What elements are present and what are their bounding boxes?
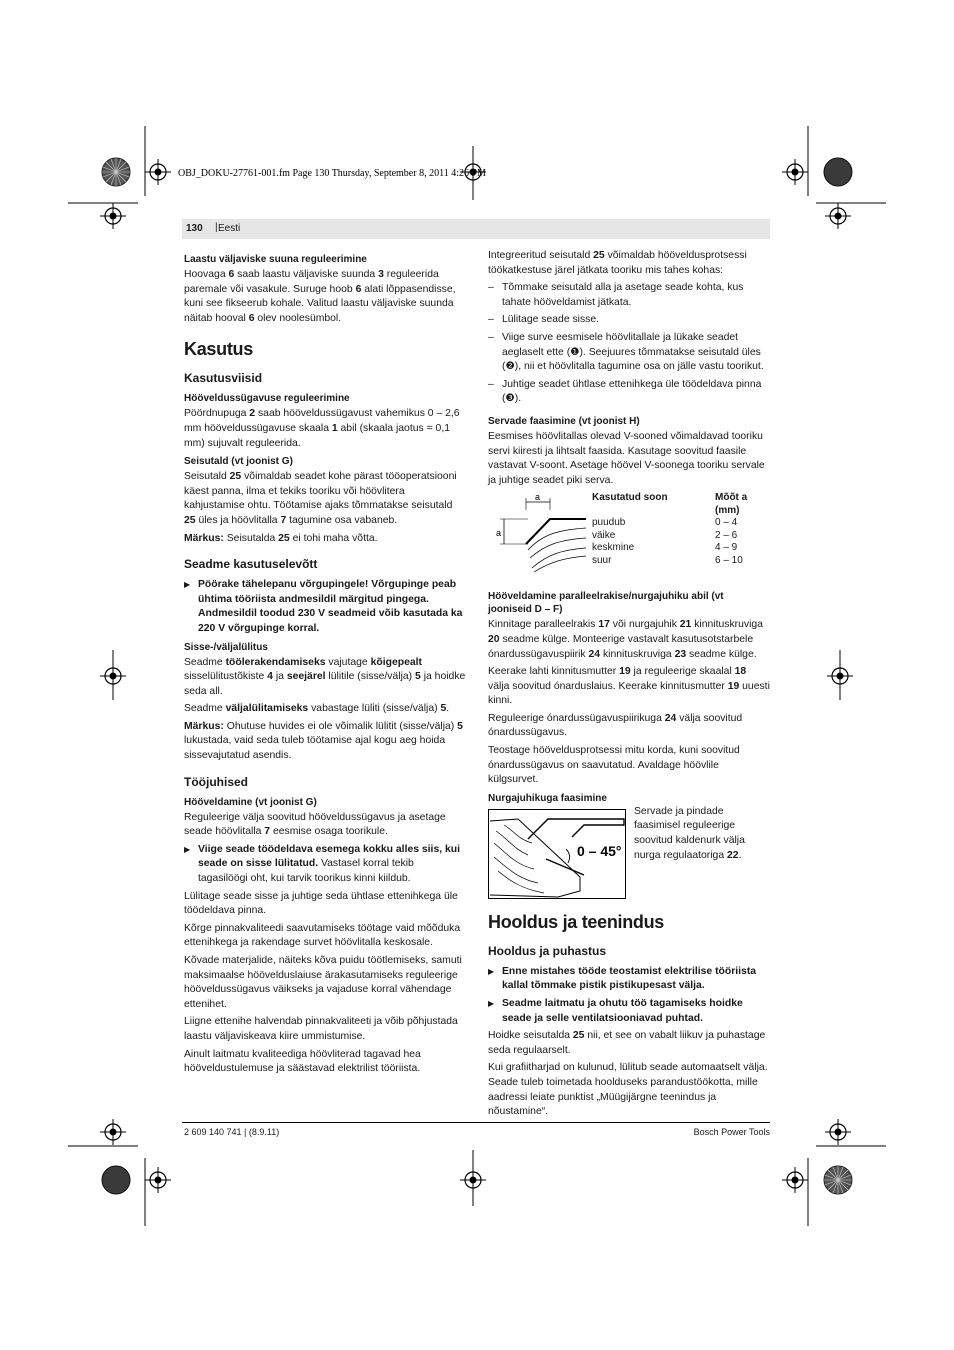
right-column	[488, 249, 770, 1123]
planing-para-5: Ainult laitmatu kvaliteediga höövliterad tagavad hea hööveldustulemuse ja säästavad elektrilist tööriista.	[184, 1048, 421, 1075]
note-1: Märkus: Seisutalda 25 ei tohi maha võtta.	[184, 532, 378, 544]
rebate-title: Hööveldamine paralleelrakise/nurgajuhiku abil (vt jooniseid D – F)	[488, 591, 724, 616]
page-header-bar	[182, 219, 770, 239]
switch-title: Sisse-/väljalülitus	[184, 641, 268, 653]
parking-shoe-intro: Integreeritud seisutald 25 võimaldab hööveldusprotsessi töökatkestuse järel jätkata tooriku mis tahes kohas:	[488, 250, 747, 276]
table-row: suur 6 – 10	[592, 554, 743, 566]
depth-adjust-text: Pöördnupuga 2 saab hööveldussügavust vahemikus 0 – 2,6 mm hööveldussügavuse skaala 1 abil (skaala jaotus = 0,1 mm) sujuvalt reguleerida.	[184, 408, 460, 449]
planing-para-3: Kõvade materjalide, näiteks kõva puidu töötlemiseks, samuti maksimaalse höövelduslaiuse ärakasutamiseks reguleerige hööveldussügavus väikseks ja vajaduse korral vähendage ettenihet.	[184, 955, 462, 1010]
section-heading-hooldus: Hooldus ja teenindus	[488, 911, 665, 932]
planing-para-4: Liigne ettenihe halvendab pinnakvaliteeti ja võib põhjustada laastu väljaviskeava kiire ummistumise.	[184, 1016, 458, 1042]
planing-para-1: Lülitage seade sisse ja juhtige seda ühtlase ettenihkega üle töödeldava pinna.	[184, 890, 458, 917]
subheading-working-advice: Tööjuhised	[184, 774, 248, 789]
rebate-text-4: Teostage hööveldusprotsessi mitu korda, kuni soovitud ónardussügavus on saavutatud. Avaldage höövlile külgsurvet.	[488, 745, 740, 786]
rebate-text-2: Keerake lahti kinnitusmutter 19 ja reguleerige skaalal 18 välja soovitud ónarduslaius. Keerake kinnitusmutter 19 uuesti kinni.	[488, 666, 770, 707]
header-language: Eesti	[218, 223, 241, 234]
table-row: väike 2 – 6	[592, 529, 738, 541]
dimension-label-a: a	[535, 492, 541, 503]
planing-text: Reguleerige välja soovitud hööveldussügavus ja asetage seade höövlitalla 7 eesmise osaga toorikule.	[184, 811, 446, 838]
angle-figure-block	[488, 805, 770, 901]
planing-para-2: Kõrge pinnakvaliteedi saavutamiseks töötage vaid mõõduka ettenihkega ja rakendage survet höövlitalla keskosale.	[184, 922, 461, 949]
rebate-text-3: Reguleerige ónardussügavuspiirikuga 24 välja soovitud ónardussügavus.	[488, 712, 743, 739]
carbon-brush-text: Kui grafiitharjad on kulunud, lülitub seade automaatselt välja. Seade tuleb toimetada hoolduseks parandustöökotta, mille aadressi leiate punktist „Müügijärgne teenindus ja nõustamine“.	[488, 1062, 768, 1118]
planing-title: Hööveldamine (vt joonist G)	[184, 796, 317, 808]
depth-adjust-title: Hööveldussügavuse reguleerimine	[184, 393, 350, 405]
footer-rule	[182, 1122, 770, 1123]
table-row: puudub 0 – 4	[592, 517, 738, 529]
parking-shoe-text: Seisutald 25 võimaldab seadet kohe pärast tööoperatsiooni käest panna, ilma et tekiks tooriku või höövlitera kahjustamise ohtu. Töötamise ajaks tõmmatakse seisutald 25 üles ja höövlitalla 7 tagumine osa vabaneb.	[184, 471, 457, 526]
subheading-start-up: Seadme kasutuselevõtt	[184, 557, 318, 572]
footer-brand: Bosch Power Tools	[693, 1127, 770, 1137]
parking-shoe-title: Seisutald (vt joonist G)	[184, 456, 293, 468]
angle-range-label: 0 – 45°	[577, 842, 622, 859]
page-number: 130	[186, 223, 203, 234]
voltage-warning: ▶ Pöörake tähelepanu võrgupingele! Võrgupinge peab ühtima tööriista andmesildil märgitud pingega. Andmesildil toodud 230 V seadmeid võib kasutada ka 220 V võrgupinge korral.	[184, 579, 463, 634]
subheading-cleaning: Hooldus ja puhastus	[488, 943, 607, 958]
maintenance-warning-1: ▶ Enne mistahes tööde teostamist elektrilise tööriista kallal tõmmake pistik pistikupesast välja.	[488, 965, 757, 992]
chamfer-title: Servade faasimine (vt joonist H)	[488, 415, 640, 427]
maintenance-warning-2: ▶ Seadme laitmatu ja ohutu töö tagamiseks hoidke seade ja selle ventilatsiooniavad puhtad.	[488, 998, 743, 1024]
table-row: keskmine 4 – 9	[592, 542, 738, 554]
triangle-bullet-icon: ▶	[488, 966, 495, 976]
header-separator: |	[215, 222, 218, 233]
table-header: Kasutatud soon	[592, 492, 668, 504]
rebate-text-1: Kinnitage paralleelrakis 17 või nurgajuhik 21 kinnituskruviga 20 seadme külge. Monteerige vastavalt kasutusotstarbele ónardussügavuspiirik 24 kinnituskruviga 23 seadme külge.	[488, 619, 763, 660]
groove-table	[592, 492, 770, 567]
step-1: – Tõmmake seisutald alla ja asetage seade kohta, kus tahate hööveldamist jätkata.	[488, 282, 744, 308]
v-groove-diagram	[488, 492, 588, 572]
triangle-bullet-icon: ▶	[184, 580, 191, 590]
step-4: – Juhtige seadet ühtlase ettenihkega üle töödeldava pinna (❸).	[488, 378, 762, 405]
angle-guide-diagram	[488, 809, 626, 899]
left-column	[184, 249, 466, 1080]
section-heading-kasutus: Kasutus	[184, 339, 253, 360]
step-2: – Lülitage seade sisse.	[488, 314, 600, 326]
table-header: Mõõt a (mm)	[715, 492, 748, 516]
switch-off-text: Seadme väljalülitamiseks vabastage lüliti (sisse/välja) 5.	[184, 703, 450, 715]
chip-direction-text: Hoovaga 6 saab laastu väljaviske suunda 3 reguleerida paremale või vasakule. Suruge hoob 6 alati lõppasendisse, kuni see fikseerub kohale. Valitud laastu väljaviske suunda näitab hooval 6 olev noolesümbol.	[184, 269, 456, 324]
chamfer-text: Eesmises höövlitallas olevad V-sooned võimaldavad tooriku servi kiiresti ja lihtsalt faasida. Kasutage soovitud faasile vastavat V-soont. Asetage höövel V-soonega tooriku servale ja juhtige seadet piki serva.	[488, 430, 765, 486]
chip-direction-title: Laastu väljaviske suuna reguleerimine	[184, 254, 367, 265]
triangle-bullet-icon: ▶	[184, 844, 191, 854]
angle-chamfer-title: Nurgajuhikuga faasimine	[488, 792, 607, 804]
keep-shoe-clean-text: Hoidke seisutalda 25 nii, et see on vabalt liikuv ja puhastage seda regulaarselt.	[488, 1030, 766, 1056]
chamfer-figure-block	[488, 492, 770, 584]
note-2: Märkus: Ohutuse huvides ei ole võimalik lülitit (sisse/välja) 5 lukustada, vaid seda tuleb töötamise ajal kogu aeg hoida sissevajutatud asendis.	[184, 720, 463, 762]
switch-on-text: Seadme töölerakendamiseks vajutage kõigepealt sisselülitustõkiste 4 ja seejärel lülitile (sisse/välja) 5 ja hoidke seda all.	[184, 656, 466, 697]
triangle-bullet-icon: ▶	[488, 999, 495, 1009]
dimension-label-a: a	[496, 528, 502, 539]
footer-doc-number: 2 609 140 741 | (8.9.11)	[184, 1127, 280, 1137]
print-info-line: OBJ_DOKU-27761-001.fm Page 130 Thursday, September 8, 2011 4:26 PM	[178, 168, 486, 179]
step-3: – Viige surve eesmisele höövlitallale ja lükake seadet aeglaselt ette (❶). Seejuures tõmmatakse seisutald üles (❷), nii et höövlitalla tagumine osa on jälle vastu toorikut.	[488, 331, 764, 373]
planing-warning: ▶ Viige seade töödeldava esemega kokku alles siis, kui seade on sisse lülitatud. Vastasel korral tekib tagasilöögi oht, kui tarvik toorikus kinni kiildub.	[184, 843, 461, 885]
angle-chamfer-text: Servade ja pindade faasimisel reguleerige soovitud kaldenurk välja nurga regulaatoriga 22.	[634, 805, 745, 861]
subheading-kasutusviisid: Kasutusviisid	[184, 371, 263, 386]
